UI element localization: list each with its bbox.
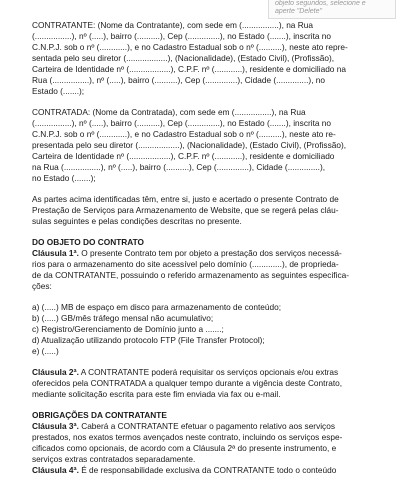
spec-list bbox=[32, 302, 378, 357]
text-line: serviços extras contratados separadamente. bbox=[32, 454, 196, 464]
clause-first-line bbox=[32, 367, 378, 378]
text-line: CONTRATANTE: (Nome da Contratante), com sede em (................), na Rua bbox=[32, 20, 313, 30]
clause-text: A CONTRATANTE poderá requisitar os serviços opcionais e/ou extras bbox=[78, 367, 339, 377]
contratada-paragraph bbox=[32, 107, 378, 184]
clausula-2 bbox=[32, 367, 378, 400]
clause-text: Caberá a CONTRATANTE efetuar o pagamento relativo aos serviços bbox=[78, 421, 335, 431]
instruction-note bbox=[268, 0, 396, 19]
clause-first-line bbox=[32, 421, 378, 432]
clausula-4 bbox=[32, 465, 378, 476]
instruction-note-line: objeto segundos, selecione e bbox=[275, 0, 366, 7]
instruction-note-line: aperte "Delete" bbox=[275, 8, 322, 15]
list-item: b) (.....) GB/mês tráfego mensal não acumulativo; bbox=[32, 313, 214, 323]
list-item: c) Registro/Gerenciamento de Domínio junto a .......; bbox=[32, 324, 224, 334]
text-line: Carteira de Identidade nº (..................), C.P.F. nº (............), residente e domiciliado na bbox=[32, 64, 346, 74]
text-line: (................), nº (.....), bairro (..........), Cep (..............), no Estado (.......), inscrita no bbox=[32, 118, 332, 128]
text-line: rios para o armazenamento do site acessível pelo domínio (.............), de proprieda- bbox=[32, 259, 339, 269]
clausula-3 bbox=[32, 421, 378, 465]
text-line: C.N.P.J. sob o nº (............), e no Cadastro Estadual sob o nº (..........), neste ato re- bbox=[32, 129, 336, 139]
text-line: prestados, nos exatos termos avençados neste contrato, incluindo os serviços espe- bbox=[32, 432, 343, 442]
clause-label: Cláusula 2ª. bbox=[32, 367, 79, 377]
text-line: Estado (.......); bbox=[32, 86, 85, 96]
text-line: (................), nº (.....), bairro (..........), Cep (..............), no Estado (.......), inscrita no bbox=[32, 31, 332, 41]
section-heading-objeto: DO OBJETO DO CONTRATO bbox=[32, 237, 145, 247]
text-line: sulas seguintes e pelas condições descritas no presente. bbox=[32, 216, 242, 226]
clause-text: O presente Contrato tem por objeto a prestação dos serviços necessá- bbox=[78, 248, 342, 258]
clause-first-line bbox=[32, 465, 378, 476]
section-heading-obrigacoes: OBRIGAÇÕES DA CONTRATANTE bbox=[32, 410, 167, 420]
text-line: sentada pelo seu diretor (..................), (Nacionalidade), (Estado Civil), (Profissão), bbox=[32, 53, 335, 63]
text-line: Rua (................), nº (.....), bairro (..........), Cep (..............), Cidade (..............), no bbox=[32, 75, 326, 85]
contract-document bbox=[32, 20, 378, 476]
intro-paragraph bbox=[32, 194, 378, 227]
text-line: CONTRATADA: (Nome da Contratada), com sede em (................), na Rua bbox=[32, 107, 306, 117]
text-line: presentada pelo seu diretor (..................), (Nacionalidade), (Estado Civil), (Profissão), bbox=[32, 140, 347, 150]
clause-text: É de responsabilidade exclusiva da CONTRATANTE todo o conteúdo bbox=[78, 465, 337, 475]
clause-label: Cláusula 1ª. bbox=[32, 248, 79, 258]
list-item: a) (.....) MB de espaço em disco para armazenamento de conteúdo; bbox=[32, 302, 282, 312]
text-line: As partes acima identificadas têm, entre si, justo e acertado o presente Contrato de bbox=[32, 194, 339, 204]
clausula-1 bbox=[32, 248, 378, 292]
clause-first-line bbox=[32, 248, 378, 259]
text-line: oferecidos pela CONTRATADA a qualquer tempo durante a vigência deste Contrato, bbox=[32, 378, 343, 388]
text-line: Prestação de Serviços para Armazenamento de Website, que se regerá pelas cláu- bbox=[32, 205, 339, 215]
text-line: C.N.P.J. sob o nº (............), e no Cadastro Estadual sob o nº (..........), neste ato repre- bbox=[32, 42, 348, 52]
contratante-paragraph bbox=[32, 20, 378, 97]
text-line: ções: bbox=[32, 281, 52, 291]
text-line: no Estado (.......); bbox=[32, 173, 96, 183]
text-line: na Rua (................), nº (.....), bairro (..........), Cep (..............), Cidade (..............), bbox=[32, 162, 326, 172]
list-item: d) Atualização utilizando protocolo FTP (File Transfer Protocol); bbox=[32, 335, 265, 345]
text-line: cificados como opcionais, de acordo com a Cláusula 2ª do presente instrumento, e bbox=[32, 443, 337, 453]
text-line: de da CONTRATANTE, possuindo o referido armazenamento as seguintes especifica- bbox=[32, 270, 349, 280]
text-line: Carteira de Identidade nº (..................), C.P.F. nº (............), residente e domiciliado bbox=[32, 151, 335, 161]
clause-label: Cláusula 3ª. bbox=[32, 421, 79, 431]
text-line: mediante solicitação escrita para este fim enviada via fax ou e-mail. bbox=[32, 389, 281, 399]
list-item: e) (.....) bbox=[32, 346, 59, 356]
clause-label: Cláusula 4ª. bbox=[32, 465, 79, 475]
